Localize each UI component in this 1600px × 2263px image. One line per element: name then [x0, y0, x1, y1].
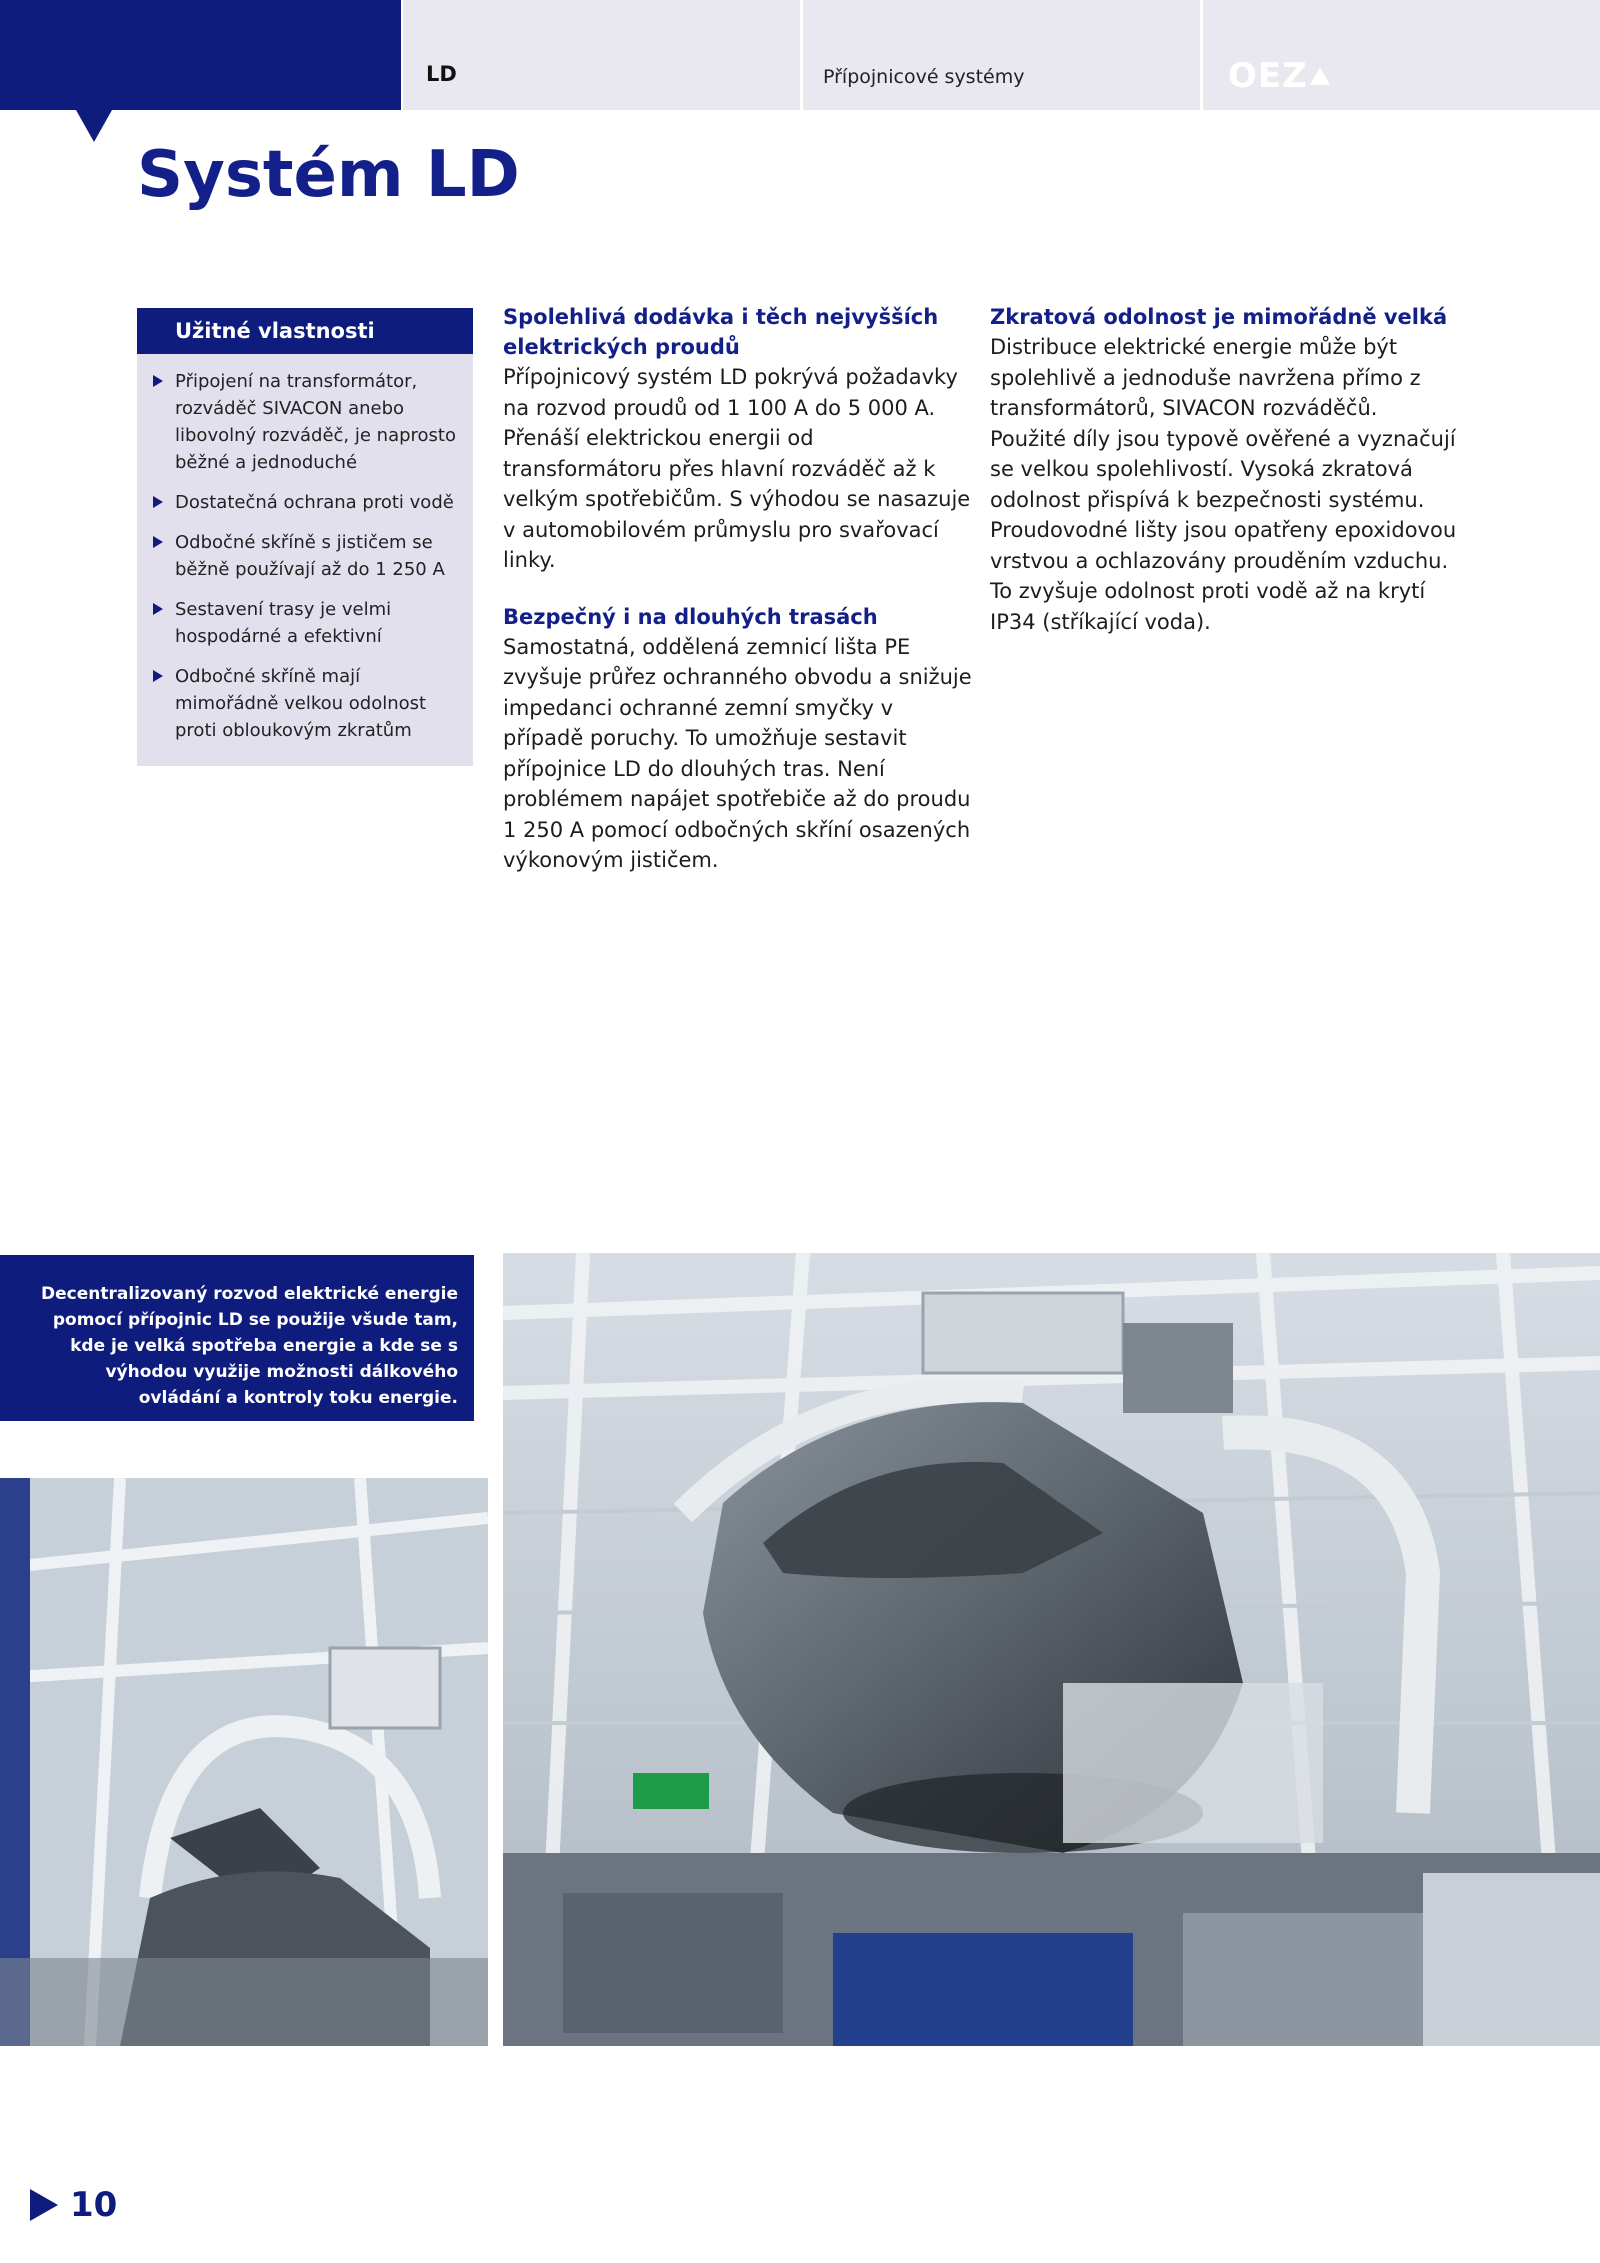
- logo-text: OEZ: [1228, 56, 1308, 96]
- bullet-arrow-icon: [153, 375, 163, 387]
- text-column-right: [990, 302, 1460, 663]
- benefit-text: Připojení na transformátor, rozváděč SIVACON anebo libovolný rozváděč, je naprosto běžné a jednoduché: [175, 371, 457, 473]
- benefit-text: Dostatečná ochrana proti vodě: [175, 492, 454, 513]
- header-accent-block: [0, 0, 401, 110]
- header-cell-section: [803, 0, 1200, 110]
- page-title: Systém LD: [137, 138, 520, 212]
- section-body: Přípojnicový systém LD pokrývá požadavky na rozvod proudů od 1 100 A do 5 000 A. Přenáší elektrickou energii od transformátoru přes hlavní rozváděč až k velkým spotřebičům. S výhodou se nasazuje v automobilovém průmyslu pro svařovací linky.: [503, 365, 971, 572]
- bullet-arrow-icon: [153, 670, 163, 682]
- header-notch: [76, 110, 112, 142]
- section-body: Distribuce elektrické energie může být spolehlivě a jednoduše navržena přímo z transformátorů, SIVACON rozváděčů. Použité díly jsou typově ověřené a vyznačují se velkou spolehlivostí. Vysoká zkratová odolnost přispívá k bezpečnosti systému. Proudovodné lišty jsou opatřeny epoxidovou vrstvou a ochlazovány prouděním vzduchu. To zvyšuje odolnost proti vodě až na krytí IP34 (stříkající voda).: [990, 335, 1457, 634]
- section-heading: Bezpečný i na dlouhých trasách: [503, 604, 878, 629]
- factory-photo-main: [503, 1253, 1600, 2046]
- page-arrow-icon: [30, 2189, 58, 2221]
- section-heading: Spolehlivá dodávka i těch nejvyšších elektrických proudů: [503, 305, 939, 359]
- bullet-arrow-icon: [153, 536, 163, 548]
- oez-logo: [1228, 56, 1330, 96]
- logo-triangle-icon: [1310, 67, 1330, 85]
- bullet-arrow-icon: [153, 496, 163, 508]
- photo-caption: Decentralizovaný rozvod elektrické energie pomocí přípojnic LD se použije všude tam, kde je velká spotřeba energie a kde se s výhodou využije možnosti dálkového ovládání a kontroly toku energie.: [41, 1284, 458, 1408]
- benefit-item: [137, 368, 473, 476]
- benefit-text: Odbočné skříně s jističem se běžně používají až do 1 250 A: [175, 532, 445, 580]
- factory-photo-side: [0, 1478, 488, 2046]
- benefits-box: [137, 308, 473, 766]
- benefits-title: Užitné vlastnosti: [175, 319, 375, 343]
- header-cell-code: [403, 0, 800, 110]
- benefit-item: [137, 663, 473, 744]
- benefit-text: Odbočné skříně mají mimořádně velkou odolnost proti obloukovým zkratům: [175, 666, 427, 741]
- bullet-arrow-icon: [153, 603, 163, 615]
- benefits-header: [137, 308, 473, 354]
- section-body: Samostatná, oddělená zemnicí lišta PE zvyšuje průřez ochranného obvodu a snižuje impedanci ochranné zemní smyčky v případě poruchy. To umožňuje sestavit přípojnice LD do dlouhých tras. Není problémem napájet spotřebiče až do proudu 1 250 A pomocí odbočných skříní osazených výkonovým jističem.: [503, 634, 972, 872]
- benefit-item: [137, 529, 473, 583]
- car-assembly-illustration: [503, 1253, 1600, 2046]
- benefit-item: [137, 489, 473, 516]
- photo-caption-box: [0, 1255, 474, 1421]
- text-column-left: [503, 302, 973, 902]
- page-number-text: 10: [70, 2185, 118, 2225]
- section-name: Přípojnicové systémy: [823, 66, 1025, 88]
- benefit-item: [137, 596, 473, 650]
- benefit-text: Sestavení trasy je velmi hospodárné a efektivní: [175, 599, 392, 647]
- section-heading: Zkratová odolnost je mimořádně velká: [990, 305, 1448, 329]
- assembly-line-illustration: [0, 1478, 488, 2046]
- benefits-list: [137, 368, 473, 757]
- product-code: LD: [426, 62, 457, 86]
